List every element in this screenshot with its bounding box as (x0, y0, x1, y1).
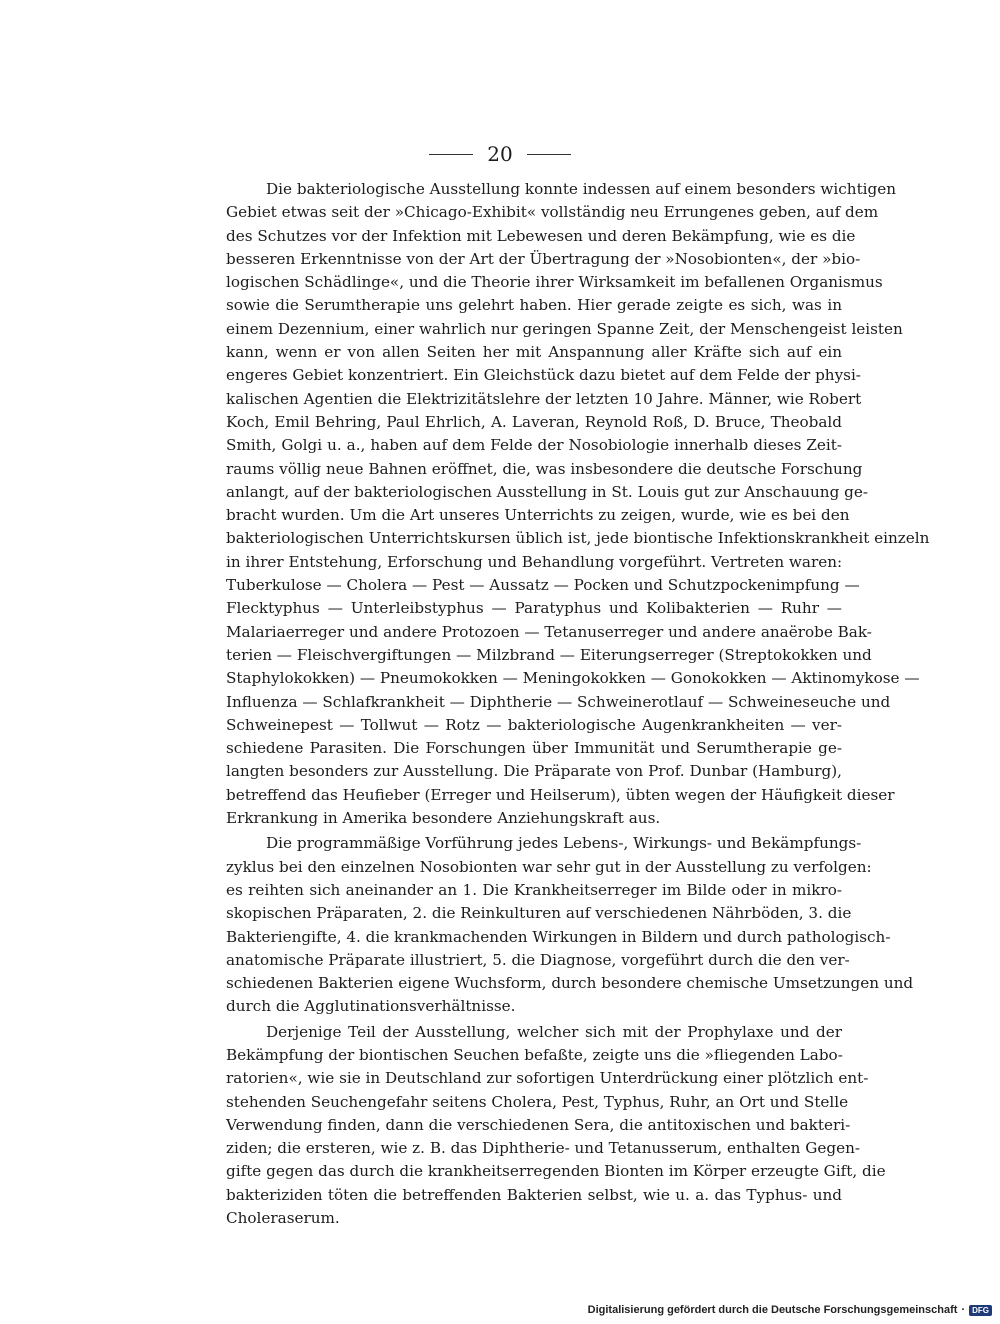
text-line: sowie die Serumtherapie uns gelehrt haben. Hier gerade zeigte es sich, was in (226, 296, 842, 315)
text-line: besseren Erkenntnisse von der Art der Übertragung der »Nosobionten«, der »bio- (226, 249, 861, 268)
text-line: Gebiet etwas seit der »Chicago-Exhibit« vollständig neu Errungenes geben, auf dem (226, 203, 879, 222)
paragraph (226, 1021, 886, 1231)
text-line: ziden; die ersteren, wie z. B. das Diphtherie- und Tetanusserum, enthalten Gegen- (226, 1139, 860, 1158)
text-line: anlangt, auf der bakteriologischen Ausstellung in St. Louis gut zur Anschauung ge- (226, 482, 868, 501)
text-line: des Schutzes vor der Infektion mit Lebewesen und deren Bekämpfung, wie es die (226, 226, 856, 245)
text-line: durch die Agglutinationsverhältnisse. (226, 997, 516, 1016)
footer-text: Digitalisierung gefördert durch die Deutsche Forschungsgemeinschaft (587, 1304, 958, 1316)
text-line: Choleraserum. (226, 1209, 340, 1228)
text-line: Schweinepest — Tollwut — Rotz — bakteriologische Augenkrankheiten — ver- (226, 715, 842, 734)
text-line: Malariaerreger und andere Protozoen — Tetanuserreger und andere anaërobe Bak- (226, 622, 872, 641)
text-line: bakteriziden töten die betreffenden Bakterien selbst, wie u. a. das Typhus- und (226, 1185, 842, 1204)
text-line: raums völlig neue Bahnen eröffnet, die, was insbesondere die deutsche Forschung (226, 459, 863, 478)
text-line: stehenden Seuchengefahr seitens Cholera, Pest, Typhus, Ruhr, an Ort und Stelle (226, 1092, 849, 1111)
text-line: es reihten sich aneinander an 1. Die Krankheitserreger im Bilde oder in mikro- (226, 880, 842, 899)
text-line: Erkrankung in Amerika besondere Anziehungskraft aus. (226, 809, 661, 828)
text-line: Derjenige Teil der Ausstellung, welcher sich mit der Prophylaxe und der (266, 1022, 842, 1041)
text-line: langten besonders zur Ausstellung. Die Präparate von Prof. Dunbar (Hamburg), (226, 762, 842, 781)
text-line: kalischen Agentien die Elektrizitätslehre der letzten 10 Jahre. Männer, wie Robert (226, 389, 862, 408)
text-line: anatomische Präparate illustriert, 5. die Diagnose, vorgeführt durch die den ver- (226, 950, 850, 969)
text-line: skopischen Präparaten, 2. die Reinkulturen auf verschiedenen Nährböden, 3. die (226, 904, 852, 923)
text-line: Tuberkulose — Cholera — Pest — Aussatz — Pocken und Schutzpockenimpfung — (226, 576, 860, 595)
text-line: logischen Schädlinge«, und die Theorie ihrer Wirksamkeit im befallenen Organismus (226, 273, 883, 292)
text-line: bakteriologischen Unterrichtskursen üblich ist, jede biontische Infektionskrankheit einzeln (226, 529, 930, 548)
text-line: zyklus bei den einzelnen Nosobionten war sehr gut in der Ausstellung zu verfolgen: (226, 857, 872, 876)
text-line: betreffend das Heufieber (Erreger und Heilserum), übten wegen der Häufigkeit dieser (226, 785, 895, 804)
text-line: terien — Fleischvergiftungen — Milzbrand — Eiterungserreger (Streptokokken und (226, 645, 872, 664)
text-line: kann, wenn er von allen Seiten her mit Anspannung aller Kräfte sich auf ein (226, 343, 842, 362)
text-line: Flecktyphus — Unterleibstyphus — Paratyphus und Kolibakterien — Ruhr — (226, 599, 842, 618)
text-line: ratorien«, wie sie in Deutschland zur sofortigen Unterdrückung einer plötzlich ent- (226, 1069, 869, 1088)
footer-separator: · (961, 1304, 966, 1316)
body-text (226, 178, 930, 1232)
text-line: Influenza — Schlafkrankheit — Diphtherie — Schweinerotlauf — Schweineseuche und (226, 692, 891, 711)
text-line: Die bakteriologische Ausstellung konnte indessen auf einem besonders wichtigen (266, 180, 897, 198)
footer-credit (588, 1304, 992, 1316)
text-line: gifte gegen das durch die krankheitserregenden Bionten im Körper erzeugte Gift, die (226, 1162, 886, 1181)
text-line: Staphylokokken) — Pneumokokken — Meningokokken — Gonokokken — Aktinomykose — (226, 669, 920, 688)
rule-right (527, 154, 571, 155)
text-line: einem Dezennium, einer wahrlich nur geringen Spanne Zeit, der Menschengeist leisten (226, 319, 903, 338)
text-line: in ihrer Entstehung, Erforschung und Behandlung vorgeführt. Vertreten waren: (226, 552, 843, 571)
paragraph (226, 178, 930, 830)
text-line: Koch, Emil Behring, Paul Ehrlich, A. Laveran, Reynold Roß, D. Bruce, Theobald (226, 412, 842, 431)
text-line: schiedene Parasiten. Die Forschungen über Immunität und Serumtherapie ge- (226, 739, 842, 758)
text-line: Smith, Golgi u. a., haben auf dem Felde der Nosobiologie innerhalb dieses Zeit- (226, 436, 842, 455)
text-line: Die programmäßige Vorführung jedes Lebens-, Wirkungs- und Bekämpfungs- (266, 834, 862, 853)
text-line: bracht wurden. Um die Art unseres Unterrichts zu zeigen, wurde, wie es bei den (226, 506, 850, 525)
text-line: Bekämpfung der biontischen Seuchen befaßte, zeigte uns die »fliegenden Labo- (226, 1045, 843, 1064)
text-line: schiedenen Bakterien eigene Wuchsform, durch besondere chemische Umsetzungen und (226, 974, 914, 993)
rule-left (429, 154, 473, 155)
text-line: Verwendung finden, dann die verschiedenen Sera, die antitoxischen und bakteri- (226, 1115, 851, 1134)
dfg-logo-icon: DFG (969, 1305, 992, 1316)
text-line: Bakteriengifte, 4. die krankmachenden Wirkungen in Bildern und durch pathologisch- (226, 927, 891, 946)
page-number: 20 (487, 142, 513, 166)
paragraph (226, 832, 914, 1018)
page-number-header (0, 142, 1000, 168)
text-line: engeres Gebiet konzentriert. Ein Gleichstück dazu bietet auf dem Felde der physi- (226, 366, 861, 385)
